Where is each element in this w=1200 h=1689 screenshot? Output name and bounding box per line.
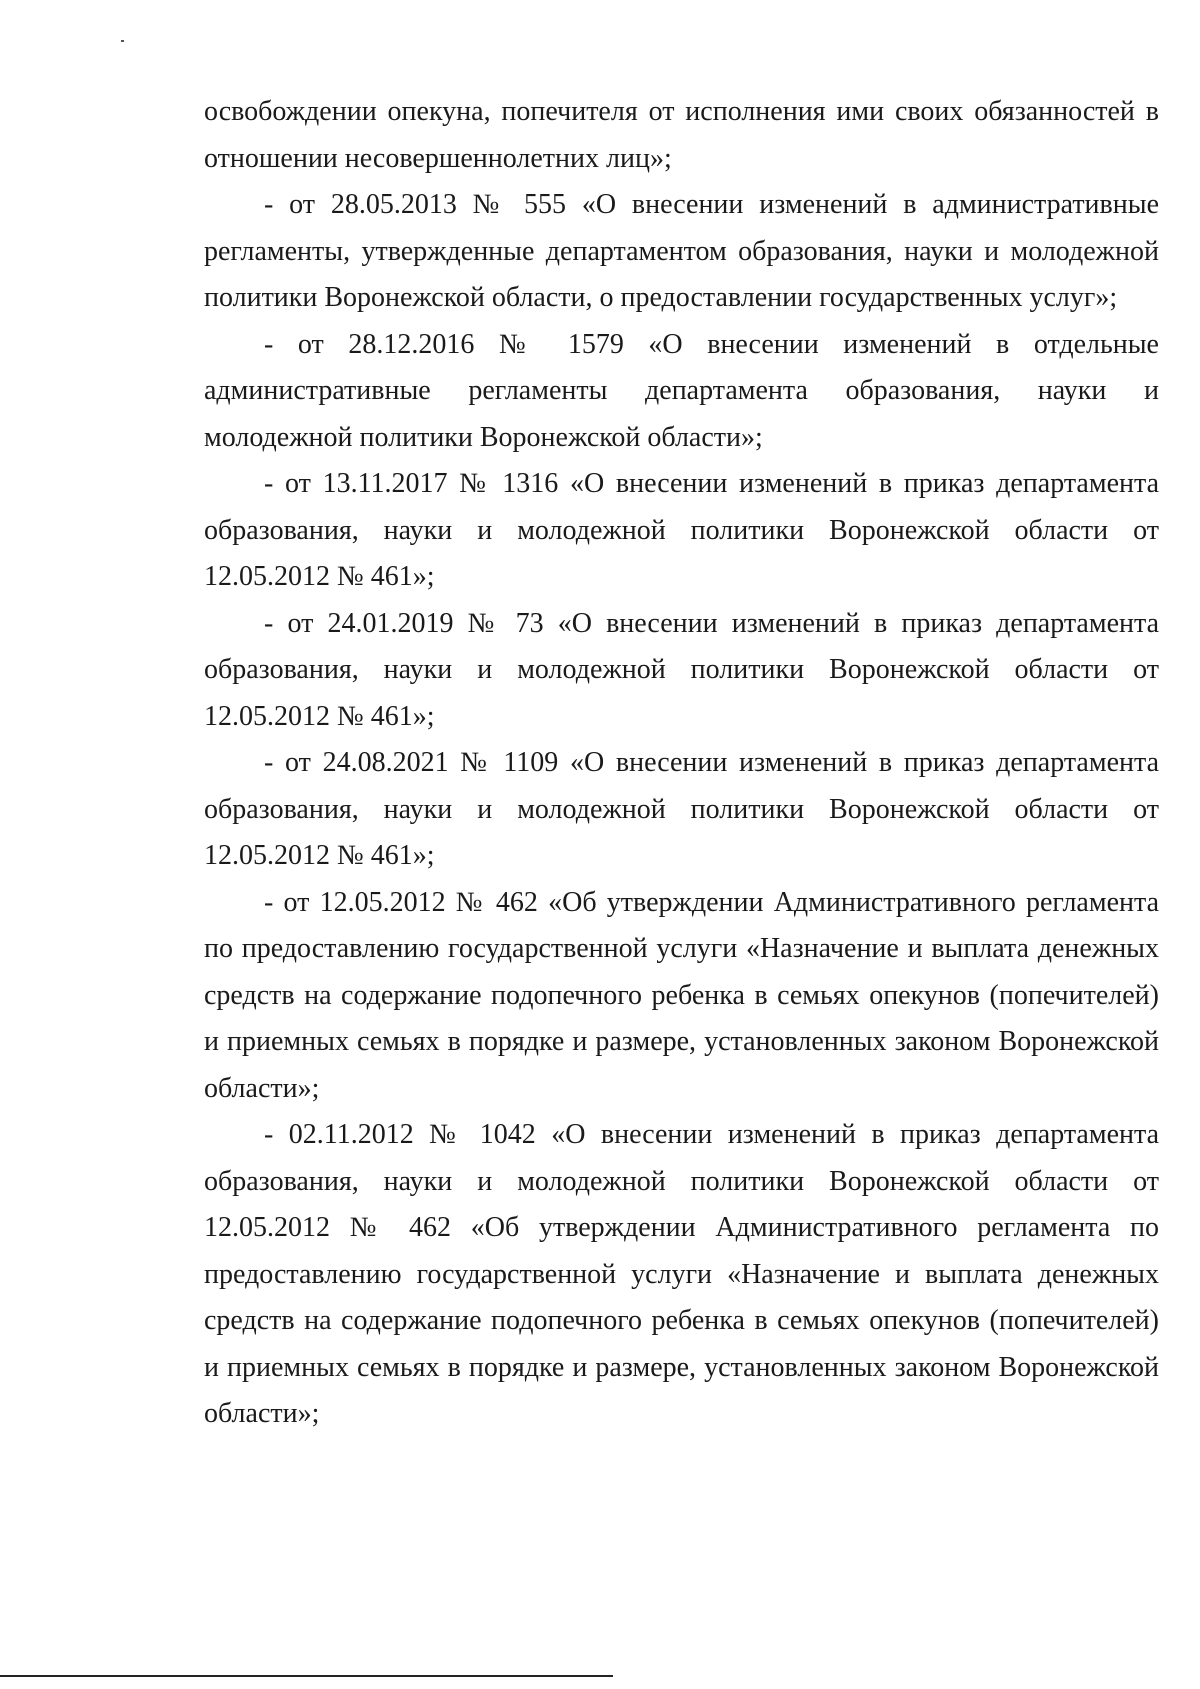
document-body: [204, 89, 1159, 1438]
list-item-order-73: - от 24.01.2019 № 73 «О внесении изменений в приказ департамента образования, науки и молодежной политики Воронежской области от 12.05.2012 № 461»;: [204, 607, 1159, 732]
list-item-order-1109: - от 24.08.2021 № 1109 «О внесении изменений в приказ департамента образования, науки и молодежной политики Воронежской области от 12.05.2012 № 461»;: [204, 747, 1159, 871]
scan-mark: [121, 40, 124, 42]
list-item-order-1316: - от 13.11.2017 № 1316 «О внесении изменений в приказ департамента образования, науки и молодежной политики Воронежской области от 12.05.2012 № 461»;: [204, 468, 1159, 592]
list-item-order-1579: - от 28.12.2016 № 1579 «О внесении изменений в отдельные административные регламенты департамента образования, науки и молодежной политики Воронежской области»;: [204, 328, 1159, 453]
list-item-order-1042: - 02.11.2012 № 1042 «О внесении изменений в приказ департамента образования, науки и молодежной политики Воронежской области от 12.05.2012 № 462 «Об утверждении Административного регламента по предоставлению государственной услуги «Назначение и выплата денежных средств на содержание подопечного ребенка в семьях опекунов (попечителей) и приемных семьях в порядке и размере, установленных законом Воронежской области»;: [204, 1119, 1159, 1429]
bottom-divider: [0, 1675, 613, 1677]
list-item-order-462: - от 12.05.2012 № 462 «Об утверждении Административного регламента по предоставлению государственной услуги «Назначение и выплата денежных средств на содержание подопечного ребенка в семьях опекунов (попечителей) и приемных семьях в порядке и размере, установленных законом Воронежской области»;: [204, 886, 1159, 1104]
continuation-paragraph: освобождении опекуна, попечителя от исполнения ими своих обязанностей в отношении несовершеннолетних лиц»;: [204, 96, 1159, 174]
list-item-order-555: - от 28.05.2013 № 555 «О внесении изменений в административные регламенты, утвержденные департаментом образования, науки и молодежной политики Воронежской области, о предоставлении государственных услуг»;: [204, 189, 1159, 313]
